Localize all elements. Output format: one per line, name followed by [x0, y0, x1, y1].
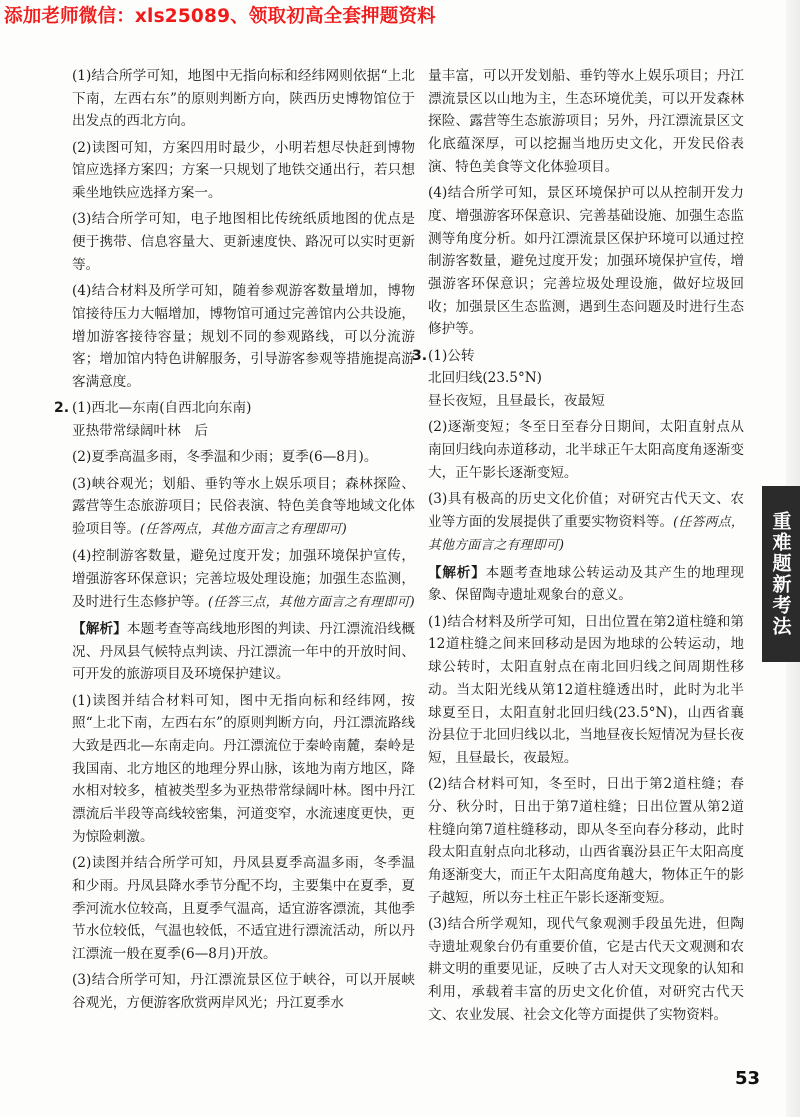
- q2-answer-4-text: (4)控制游客数量，避免过度开发；加强环境保护宣传，增强游客环保意识；完善垃圾处理设施；加强生态监测，及时进行生态修护等。: [72, 548, 415, 610]
- q1-answer-3: (3)结合所学可知，电子地图相比传统纸质地图的优点是便于携带、信息容量大、更新速度快、路况可以实时更新等。: [72, 211, 415, 273]
- question-3-block: [412, 345, 745, 1027]
- left-column: [54, 65, 416, 1018]
- q3-answer-2: (2)逐渐变短；冬至日至春分日期间，太阳直射点从南回归线向赤道移动，北半球正午太阳高度角逐渐变大，正午影长逐渐变短。: [428, 419, 744, 481]
- q1-answer-4: (4)结合材料及所学可知，随着参观游客数量增加，博物馆接待压力大幅增加，博物馆可通过完善馆内公共设施，增加游客接待容量；规划不同的参观路线，可以分流游客；增加馆内特色讲解服务，引导游客参观等措施提高游客满意度。: [72, 283, 415, 390]
- q3-answer-1b: 北回归线(23.5°N): [428, 370, 542, 387]
- q3-explain-2: (2)结合材料可知，冬至时，日出于第2道柱缝；春分、秋分时，日出于第7道柱缝；日出位置从第2道柱缝向第7道柱缝移动，即从冬至向春分移动，此时段太阳直射点向北移动，山西省襄汾县正午太阳高度角逐渐变大，而正午太阳高度角越大，物体正午的影子越短，所以夯土柱正午影长逐渐变短。: [428, 776, 744, 906]
- question-number: 3.: [412, 347, 428, 364]
- question-2-block: [54, 397, 416, 1014]
- analysis-tag: 【解析】: [72, 620, 127, 637]
- q3-analysis: [428, 562, 744, 607]
- watermark-banner: 添加老师微信：xls25089、领取初高全套押题资料: [4, 6, 436, 27]
- q2-explain-3-end: 量丰富，可以开发划船、垂钓等水上娱乐项目；丹江漂流景区以山地为主，生态环境优美，可以开发森林探险、露营等生态旅游项目；另外，丹江漂流景区文化底蕴深厚，可以挖掘当地历史文化，开发民俗表演、特色美食等文化体验项目。: [428, 68, 744, 175]
- q2-answer-2: (2)夏季高温多雨，冬季温和少雨；夏季(6—8月)。: [72, 449, 378, 466]
- q2-analysis-text: 本题考查等高线地形图的判读、丹江漂流沿线概况、丹凤县气候特点判读、丹江漂流一年中的开放时间、可开发的旅游项目及环境保护建议。: [72, 620, 416, 683]
- q2-answer-4-hint: (任答三点，其他方面言之有理即可): [207, 594, 415, 610]
- q3-answer-3-text: (3)具有极高的历史文化价值；对研究古代天文、农业等方面的发展提供了重要实物资料等。: [428, 491, 744, 530]
- q2-answer-3-hint: (任答两点，其他方面言之有理即可): [139, 521, 348, 537]
- right-column: [412, 65, 745, 1030]
- q2-answer-4: [72, 545, 415, 614]
- q3-explain-3: (3)结合所学观知，现代气象观测手段虽先进，但陶寺遗址观象台仍有重要价值，它是古代天文观测和农耕文明的重要见证，反映了古人对天文现象的认知和利用，承载着丰富的历史文化价值，对研究古代天文、农业发展、社会文化等方面提供了实物资料。: [428, 916, 744, 1023]
- q2-explain-1: (1)读图并结合材料可知，图中无指向标和经纬网，按照“上北下南，左西右东”的原则判断方向，丹江漂流路线大致是西北—东南走向。丹江漂流位于秦岭南麓，秦岭是我国南、北方地区的地理分界山脉，该地为南方地区，降水相对较多，植被类型多为亚热带常绿阔叶林。图中丹江漂流后半段等高线较密集，河道变窄，水流速度更快，更为惊险刺激。: [72, 692, 415, 845]
- analysis-tag: 【解析】: [428, 564, 486, 581]
- q3-answer-3-hint: (任答两点，其他方面言之有理即可): [428, 514, 745, 554]
- q3-analysis-text: 本题考查地球公转运动及其产生的地理现象、保留陶寺遗址观象台的意义。: [428, 564, 745, 604]
- page-number: 53: [734, 1068, 760, 1089]
- q2-analysis: [72, 618, 415, 686]
- q2-answer-3: [72, 473, 415, 542]
- q1-answer-2: (2)读图可知，方案四用时最少，小明若想尽快赶到博物馆应选择方案四；方案一只规划了地铁交通出行，若只想乘坐地铁应选择方案一。: [72, 139, 415, 202]
- q2-explain-3-start: (3)结合所学可知，丹江漂流景区位于峡谷，可以开展峡谷观光，方便游客欣赏两岸风光；丹江夏季水: [72, 972, 415, 1011]
- q2-explain-2: (2)读图并结合所学可知，丹凤县夏季高温多雨，冬季温和少雨。丹凤县降水季节分配不均，主要集中在夏季，夏季河流水位较高，且夏季气温高，适宜游客漂流，其他季节水位较低，气温也较低，不适宜进行漂流活动，所以丹江漂流一般在夏季(6—8月)开放。: [72, 855, 415, 962]
- q1-answer-1: (1)结合所学可知，地图中无指向标和经纬网则依据“上北下南，左西右东”的原则判断方向，陕西历史博物馆位于出发点的西北方向。: [72, 68, 415, 130]
- q3-answer-1c: 昼长夜短，且昼最长，夜最短: [428, 393, 605, 410]
- q2-answer-1: (1)西北—东南(自西北向东南): [72, 400, 252, 417]
- q3-answer-1: (1)公转: [428, 347, 475, 364]
- section-side-tab: 重难题新考法: [762, 486, 800, 662]
- q3-answer-3: [428, 488, 744, 558]
- q2-answer-3-text: (3)峡谷观光；划船、垂钓等水上娱乐项目；森林探险、露营等生态旅游项目；民俗表演、特色美食等地域文化体验项目等。: [72, 475, 415, 537]
- question-number: 2.: [54, 400, 70, 417]
- q2-answer-1b: 亚热带常绿阔叶林 后: [72, 422, 208, 439]
- q3-explain-1: (1)结合材料及所学可知，日出位置在第2道柱缝和第12道柱缝之间来回移动是因为地球的公转运动，地球公转时，太阳直射点在南北回归线之间周期性移动。当太阳光线从第12道柱缝透出时，此时为北半球夏至日，太阳直射北回归线(23.5°N)，山西省襄汾县位于北回归线以北，当地昼夜长短情况为昼长夜短，且昼最长，夜最短。: [428, 613, 744, 766]
- q2-explain-4: (4)结合所学可知，景区环境保护可以从控制开发力度、增强游客环保意识、完善基础设施、加强生态监测等角度分析。如丹江漂流景区保护环境可以通过控制游客数量，避免过度开发；加强环境保护宣传，增强游客环保意识；完善垃圾处理设施，做好垃圾回收；加强景区生态监测，遇到生态问题及时进行生态修护等。: [428, 185, 744, 338]
